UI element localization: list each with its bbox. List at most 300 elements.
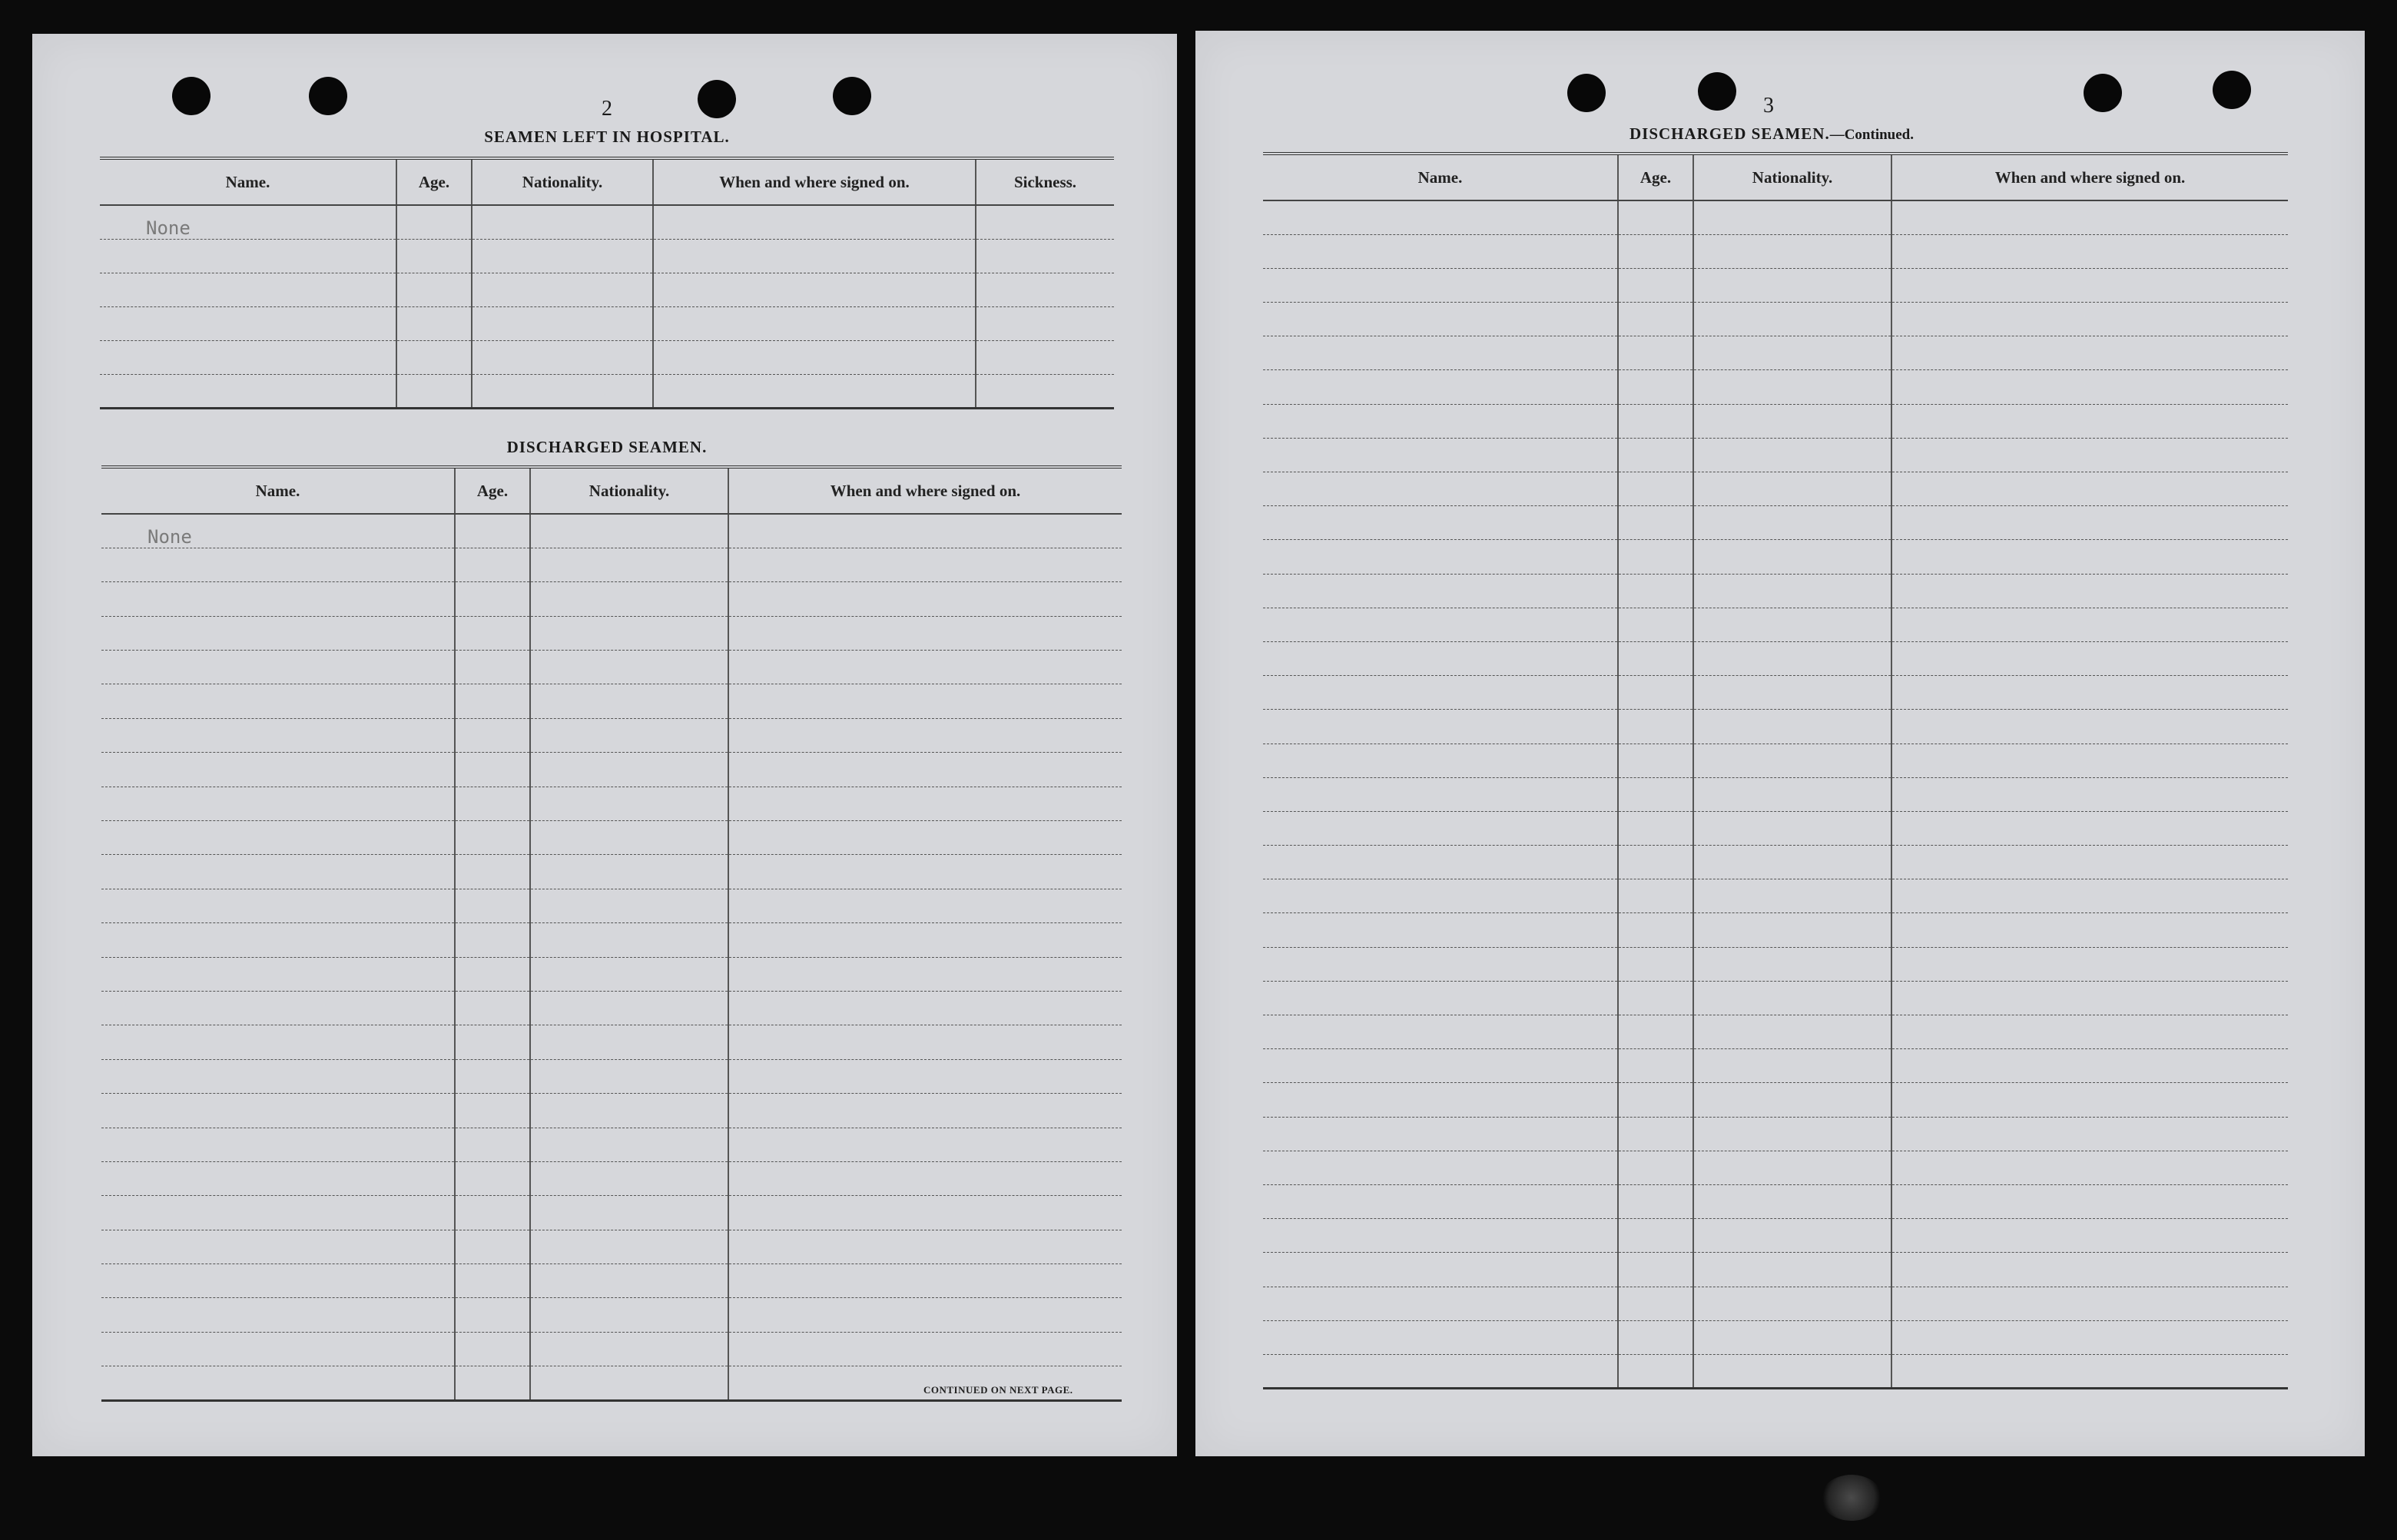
table-cell (1693, 200, 1891, 234)
name-cell (1263, 1354, 1618, 1388)
table-cell (530, 1230, 728, 1263)
name-cell (101, 1059, 455, 1093)
table-cell (1693, 1117, 1891, 1151)
table-cell (455, 651, 530, 684)
table-row (101, 1094, 1122, 1128)
name-cell (1263, 370, 1618, 404)
table-row (100, 306, 1114, 340)
table-cell (1693, 574, 1891, 608)
name-cell (1263, 1184, 1618, 1218)
name-cell (1263, 472, 1618, 506)
name-cell (101, 957, 455, 991)
hospital-table (100, 157, 1114, 409)
table-row (1263, 303, 2288, 336)
name-cell (101, 718, 455, 752)
table-cell (1891, 303, 2288, 336)
table-cell (1693, 947, 1891, 981)
table-cell (1891, 336, 2288, 370)
table-cell (728, 1059, 1122, 1093)
table-row (101, 684, 1122, 718)
table-cell (472, 205, 653, 239)
name-cell (100, 374, 396, 408)
table-cell (1618, 370, 1693, 404)
table-cell (1891, 641, 2288, 675)
name-cell (1263, 234, 1618, 268)
table-cell (728, 787, 1122, 820)
table-cell (1618, 676, 1693, 710)
table-row (1263, 1184, 2288, 1218)
table-cell (1618, 1083, 1693, 1117)
table-row (1263, 540, 2288, 574)
table-row (1263, 1083, 2288, 1117)
punch-hole (833, 77, 871, 115)
table-cell (1891, 506, 2288, 540)
name-cell (100, 273, 396, 306)
table-cell (1693, 1015, 1891, 1049)
name-cell (100, 306, 396, 340)
table-cell (1693, 540, 1891, 574)
table-row (1263, 981, 2288, 1015)
table-cell (976, 340, 1114, 374)
table-cell (530, 1366, 728, 1400)
name-cell (1263, 438, 1618, 472)
name-cell (1263, 1287, 1618, 1320)
table-cell (530, 787, 728, 820)
table-row (1263, 676, 2288, 710)
table-cell (530, 889, 728, 922)
left-page (32, 34, 1177, 1456)
table-cell (728, 1128, 1122, 1161)
table-cell (653, 306, 976, 340)
table-cell (1618, 879, 1693, 913)
punch-hole (309, 77, 347, 115)
table-cell (1693, 1083, 1891, 1117)
discharged-section-title: DISCHARGED SEAMEN. (506, 438, 708, 456)
table-cell (1891, 200, 2288, 234)
table-cell (1618, 608, 1693, 641)
table-cell (455, 1059, 530, 1093)
table-cell (1891, 1083, 2288, 1117)
name-cell (1263, 710, 1618, 744)
punch-hole (2084, 74, 2122, 112)
name-cell (101, 1332, 455, 1366)
table-row (1263, 574, 2288, 608)
table-cell (455, 548, 530, 581)
name-cell (1263, 268, 1618, 302)
name-cell (1263, 1219, 1618, 1253)
table-row (101, 1298, 1122, 1332)
table-cell (1891, 811, 2288, 845)
table-cell (455, 1025, 530, 1059)
table-cell (472, 374, 653, 408)
table-cell (1693, 370, 1891, 404)
table-cell (455, 889, 530, 922)
table-cell (396, 239, 472, 273)
table-cell (1693, 303, 1891, 336)
column-header-signed-on: When and where signed on. (653, 158, 976, 205)
table-row (101, 991, 1122, 1025)
title-suffix: —Continued. (1829, 127, 1914, 143)
name-cell (1263, 303, 1618, 336)
table-cell (1618, 1219, 1693, 1253)
table-cell (1891, 879, 2288, 913)
name-cell (1263, 676, 1618, 710)
table-cell (976, 239, 1114, 273)
name-cell (1263, 947, 1618, 981)
table-cell (728, 514, 1122, 548)
table-row (1263, 1219, 2288, 1253)
table-row (1263, 268, 2288, 302)
table-cell (1693, 404, 1891, 438)
table-row (1263, 641, 2288, 675)
table-cell (455, 1366, 530, 1400)
table-cell (653, 205, 976, 239)
table-cell (1618, 404, 1693, 438)
column-header-nationality: Nationality. (530, 467, 728, 514)
table-row (1263, 811, 2288, 845)
table-row (1263, 200, 2288, 234)
table-cell (1693, 1184, 1891, 1218)
table-cell (530, 1298, 728, 1332)
table-cell (1891, 913, 2288, 947)
table-cell (653, 273, 976, 306)
table-cell (530, 684, 728, 718)
table-cell (455, 718, 530, 752)
column-header-nationality: Nationality. (472, 158, 653, 205)
table-cell (396, 340, 472, 374)
table-cell (1693, 981, 1891, 1015)
table-cell (530, 1025, 728, 1059)
table-cell (472, 239, 653, 273)
table-cell (1891, 981, 2288, 1015)
name-cell: None (101, 514, 455, 548)
table-cell (530, 616, 728, 650)
table-cell (1891, 744, 2288, 777)
name-cell (1263, 540, 1618, 574)
table-cell (1891, 1354, 2288, 1388)
table-cell (1891, 268, 2288, 302)
table-row (1263, 1151, 2288, 1184)
table-cell (728, 1196, 1122, 1230)
table-cell (1618, 506, 1693, 540)
name-cell (1263, 608, 1618, 641)
name-cell (101, 651, 455, 684)
table-cell (455, 616, 530, 650)
name-cell (1263, 506, 1618, 540)
table-row (1263, 1320, 2288, 1354)
table-cell (472, 273, 653, 306)
table-cell (1891, 1151, 2288, 1184)
table-cell (1891, 370, 2288, 404)
table-row (101, 1332, 1122, 1366)
table-row (101, 1128, 1122, 1161)
name-cell (1263, 1083, 1618, 1117)
table-cell (472, 306, 653, 340)
name-cell: None (100, 205, 396, 239)
table-cell (653, 340, 976, 374)
table-cell (1618, 303, 1693, 336)
table-cell (530, 1332, 728, 1366)
name-cell (100, 340, 396, 374)
table-cell (728, 923, 1122, 957)
table-cell (1618, 1253, 1693, 1287)
table-cell (728, 1332, 1122, 1366)
column-header-nationality: Nationality. (1693, 154, 1891, 200)
table-cell (530, 651, 728, 684)
table-cell (728, 1025, 1122, 1059)
table-cell (728, 684, 1122, 718)
name-cell (1263, 1117, 1618, 1151)
table-cell (1891, 1049, 2288, 1083)
table-row (101, 855, 1122, 889)
table-cell (976, 306, 1114, 340)
name-cell (1263, 1015, 1618, 1049)
table-cell (1891, 1117, 2288, 1151)
table-row (1263, 1287, 2288, 1320)
title-text: DISCHARGED SEAMEN. (1629, 124, 1830, 143)
table-cell (530, 1264, 728, 1298)
table-row (101, 1059, 1122, 1093)
table-row (100, 340, 1114, 374)
table-cell (976, 374, 1114, 408)
table-row (101, 718, 1122, 752)
table-cell (1618, 811, 1693, 845)
right-page (1195, 31, 2365, 1456)
name-cell (101, 855, 455, 889)
table-cell (396, 374, 472, 408)
name-cell (100, 239, 396, 273)
column-header-sickness: Sickness. (976, 158, 1114, 205)
name-cell (1263, 1253, 1618, 1287)
table-cell (1891, 947, 2288, 981)
table-row (1263, 879, 2288, 913)
table-row (1263, 608, 2288, 641)
table-row (101, 548, 1122, 581)
name-cell (101, 1298, 455, 1332)
table-cell (1618, 472, 1693, 506)
name-cell (101, 1264, 455, 1298)
table-row (1263, 846, 2288, 879)
table-cell (1693, 506, 1891, 540)
table-cell (1891, 234, 2288, 268)
name-cell (1263, 913, 1618, 947)
page-number: 2 (602, 97, 612, 121)
discharged-table (101, 465, 1122, 1402)
name-cell (1263, 200, 1618, 234)
column-header-signed-on: When and where signed on. (728, 467, 1122, 514)
table-row (100, 374, 1114, 408)
table-cell (1891, 710, 2288, 744)
table-row (1263, 913, 2288, 947)
table-cell (455, 1161, 530, 1195)
name-cell (101, 821, 455, 855)
table-cell (728, 1161, 1122, 1195)
name-cell (101, 1366, 455, 1400)
name-cell (101, 1025, 455, 1059)
table-cell (976, 205, 1114, 239)
table-row (101, 753, 1122, 787)
table-cell (1693, 336, 1891, 370)
table-header-row (100, 158, 1114, 205)
table-cell (455, 1094, 530, 1128)
table-cell (530, 855, 728, 889)
table-cell (728, 718, 1122, 752)
table-cell (1693, 641, 1891, 675)
table-cell (396, 205, 472, 239)
table-cell (455, 582, 530, 616)
table-row (1263, 506, 2288, 540)
table-cell (728, 1230, 1122, 1263)
table-cell (1891, 608, 2288, 641)
table-cell (1891, 404, 2288, 438)
table-cell (455, 923, 530, 957)
table-cell (396, 273, 472, 306)
table-row (1263, 1049, 2288, 1083)
table-cell (1618, 1015, 1693, 1049)
name-cell (1263, 1049, 1618, 1083)
continued-note: CONTINUED ON NEXT PAGE. (923, 1384, 1073, 1396)
table-cell (1891, 1015, 2288, 1049)
table-cell (455, 957, 530, 991)
table-cell (1618, 1049, 1693, 1083)
table-cell (1891, 574, 2288, 608)
table-cell (1618, 947, 1693, 981)
table-cell (1891, 438, 2288, 472)
table-row (100, 205, 1114, 239)
table-cell (728, 582, 1122, 616)
name-cell (101, 582, 455, 616)
table-cell (1693, 1253, 1891, 1287)
name-cell (101, 889, 455, 922)
table-cell (455, 684, 530, 718)
page-number: 3 (1763, 94, 1774, 118)
table-row (101, 651, 1122, 684)
table-cell (1693, 879, 1891, 913)
table-cell (728, 1094, 1122, 1128)
name-cell (1263, 336, 1618, 370)
name-cell (1263, 574, 1618, 608)
column-header-age: Age. (455, 467, 530, 514)
hospital-section-title: SEAMEN LEFT IN HOSPITAL. (484, 128, 730, 146)
name-cell (101, 684, 455, 718)
table-cell (1693, 1049, 1891, 1083)
table-cell (1618, 438, 1693, 472)
table-cell (1693, 846, 1891, 879)
table-cell (728, 821, 1122, 855)
table-cell (530, 1128, 728, 1161)
name-cell (101, 1230, 455, 1263)
name-cell (1263, 981, 1618, 1015)
table-cell (1891, 1320, 2288, 1354)
table-cell (1618, 846, 1693, 879)
table-cell (530, 582, 728, 616)
name-cell (1263, 846, 1618, 879)
table-cell (728, 991, 1122, 1025)
name-cell (101, 1161, 455, 1195)
table-cell (455, 1264, 530, 1298)
table-row (1263, 234, 2288, 268)
table-cell (530, 548, 728, 581)
table-row (1263, 438, 2288, 472)
name-cell (1263, 777, 1618, 811)
table-cell (728, 651, 1122, 684)
table-row (101, 514, 1122, 548)
table-cell (1891, 1219, 2288, 1253)
table-row (1263, 1015, 2288, 1049)
table-cell (728, 616, 1122, 650)
table-cell (1693, 913, 1891, 947)
table-cell (1618, 200, 1693, 234)
table-row (101, 1196, 1122, 1230)
table-row (101, 1161, 1122, 1195)
table-cell (1693, 676, 1891, 710)
table-cell (1693, 1354, 1891, 1388)
table-cell (1693, 744, 1891, 777)
table-row (101, 787, 1122, 820)
name-cell (1263, 1320, 1618, 1354)
table-cell (728, 1298, 1122, 1332)
table-cell (1693, 438, 1891, 472)
table-cell (1618, 540, 1693, 574)
name-cell (101, 787, 455, 820)
punch-hole (172, 77, 211, 115)
table-cell (1618, 913, 1693, 947)
table-cell (1891, 846, 2288, 879)
table-row (101, 1264, 1122, 1298)
table-cell (1618, 234, 1693, 268)
table-cell (1891, 540, 2288, 574)
column-header-signed-on: When and where signed on. (1891, 154, 2288, 200)
table-cell (1693, 1219, 1891, 1253)
column-header-age: Age. (1618, 154, 1693, 200)
table-cell (530, 1059, 728, 1093)
table-cell (728, 548, 1122, 581)
table-cell (1618, 268, 1693, 302)
table-cell (1891, 472, 2288, 506)
table-row (1263, 947, 2288, 981)
discharged-continued-table (1263, 152, 2288, 1389)
table-cell (455, 1128, 530, 1161)
table-cell (455, 821, 530, 855)
punch-hole (698, 80, 736, 118)
table-cell (396, 306, 472, 340)
table-row (101, 923, 1122, 957)
name-cell (101, 991, 455, 1025)
name-cell (1263, 1151, 1618, 1184)
name-cell (1263, 641, 1618, 675)
name-cell (101, 753, 455, 787)
table-cell (1891, 676, 2288, 710)
column-header-name: Name. (100, 158, 396, 205)
table-row (101, 1230, 1122, 1263)
name-cell (101, 1094, 455, 1128)
table-cell (455, 1332, 530, 1366)
table-cell (1618, 1117, 1693, 1151)
table-row (101, 582, 1122, 616)
table-row (101, 1025, 1122, 1059)
table-cell (653, 374, 976, 408)
table-cell (1891, 1287, 2288, 1320)
table-cell (1693, 710, 1891, 744)
table-cell (1693, 1287, 1891, 1320)
punch-hole (1567, 74, 1606, 112)
table-cell (530, 718, 728, 752)
table-cell (1693, 608, 1891, 641)
table-row (1263, 1354, 2288, 1388)
table-row (100, 273, 1114, 306)
table-cell (530, 1161, 728, 1195)
table-cell (976, 273, 1114, 306)
